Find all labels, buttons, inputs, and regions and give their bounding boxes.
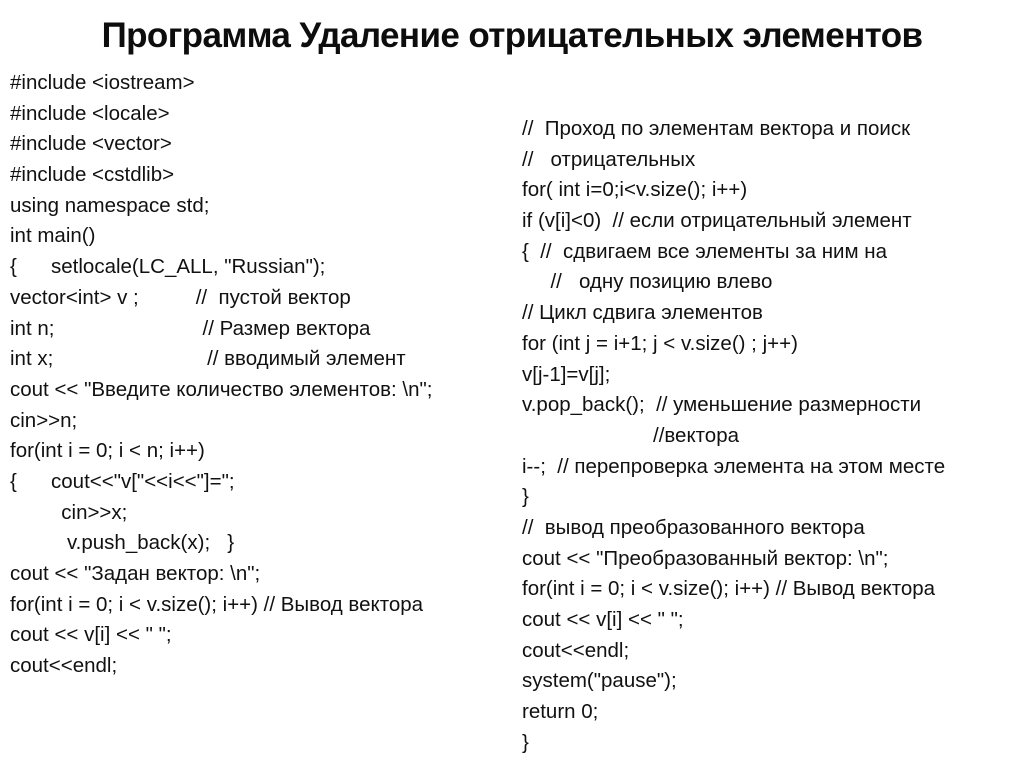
code-line: #include <locale> xyxy=(10,101,170,125)
code-line: system("pause"); xyxy=(522,669,677,693)
code-line: for(int i = 0; i < n; i++) xyxy=(10,439,205,463)
code-line: return 0; xyxy=(522,700,599,724)
code-line: // вывод преобразованного вектора xyxy=(522,515,865,539)
code-line: cin>>x; xyxy=(10,500,128,524)
code-line: cout << v[i] << " "; xyxy=(10,623,172,647)
code-line: v.push_back(x); } xyxy=(10,531,235,555)
code-listing-right xyxy=(522,114,1020,758)
code-line: { setlocale(LC_ALL, "Russian"); xyxy=(10,255,326,279)
code-line: v.pop_back(); // уменьшение размерности xyxy=(522,393,922,417)
code-line: //вектора xyxy=(522,423,740,447)
code-line: cout << "Введите количество элементов: \n"; xyxy=(10,377,433,401)
code-line: // одну позицию влево xyxy=(522,270,773,294)
slide-title: Программа Удаление отрицательных элементов xyxy=(101,16,923,55)
code-line: // отрицательных xyxy=(522,147,696,171)
code-line: // Проход по элементам вектора и поиск xyxy=(522,117,911,140)
code-line: cout<<endl; xyxy=(522,638,630,662)
code-line: } xyxy=(522,485,529,509)
code-line: int main() xyxy=(10,224,96,248)
code-line: #include <cstdlib> xyxy=(10,163,175,187)
code-line: cout<<endl; xyxy=(10,654,118,678)
code-line: for( int i=0;i<v.size(); i++) xyxy=(522,178,748,202)
code-line: } xyxy=(522,730,529,754)
code-line: if (v[i]<0) // если отрицательный элемент xyxy=(522,209,912,233)
code-line: cout << "Задан вектор: \n"; xyxy=(10,562,261,585)
code-line: cin>>n; xyxy=(10,408,78,432)
code-line: { // сдвигаем все элементы за ним на xyxy=(522,239,887,263)
code-line: vector<int> v ; // пустой вектор xyxy=(10,285,351,309)
code-line: using namespace std; xyxy=(10,193,210,217)
code-line: #include <vector> xyxy=(10,132,172,156)
code-line: int n; // Размер вектора xyxy=(10,316,371,340)
code-line: cout << v[i] << " "; xyxy=(522,608,684,631)
code-line: v[j-1]=v[j]; xyxy=(522,362,611,386)
code-line: for(int i = 0; i < v.size(); i++) // Вывод вектора xyxy=(10,592,424,616)
code-listing-left xyxy=(10,68,505,682)
code-line: { cout<<"v["<<i<<"]="; xyxy=(10,469,235,493)
code-line: for (int j = i+1; j < v.size() ; j++) xyxy=(522,331,798,355)
code-line: i--; // перепроверка элемента на этом месте xyxy=(522,454,946,478)
code-line: cout << "Преобразованный вектор: \n"; xyxy=(522,546,889,570)
code-line: for(int i = 0; i < v.size(); i++) // Вывод вектора xyxy=(522,577,936,601)
code-line: // Цикл сдвига элементов xyxy=(522,301,763,325)
code-line: int x; // вводимый элемент xyxy=(10,347,406,371)
code-line: #include <iostream> xyxy=(10,71,195,94)
